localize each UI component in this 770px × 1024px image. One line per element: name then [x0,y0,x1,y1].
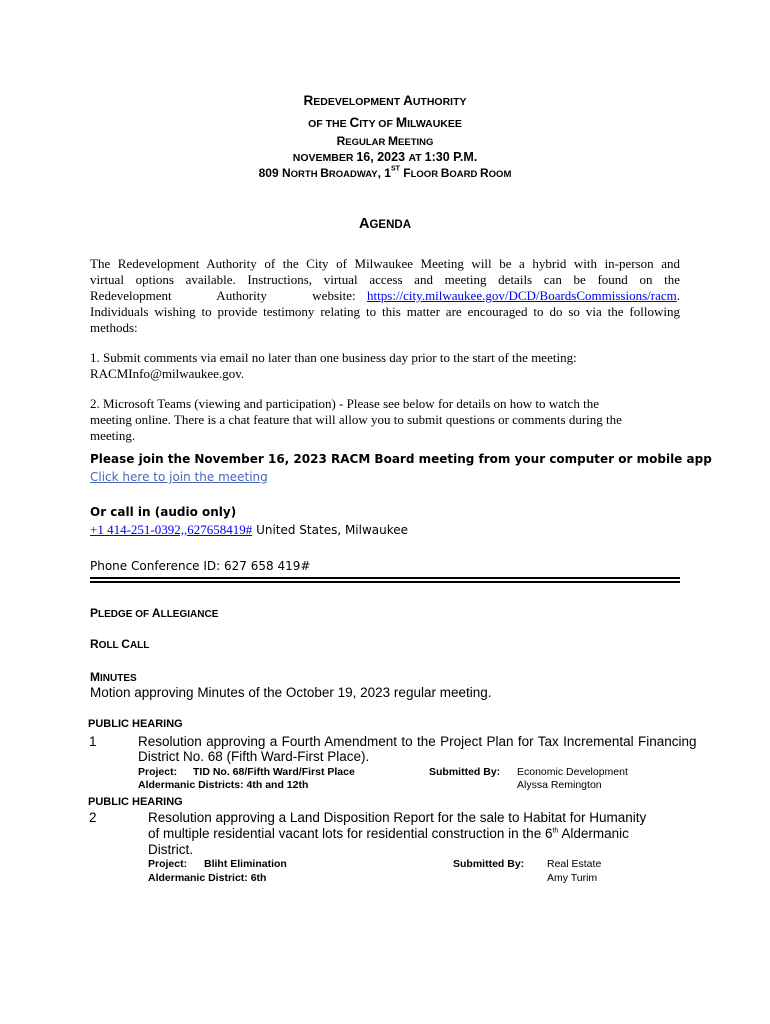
item-1-district: Aldermanic Districts: 4th and 12th [138,779,309,791]
racm-email-address: RACMInfo@milwaukee.gov. [90,366,245,381]
method-teams: 2. Microsoft Teams (viewing and participation) - Please see below for details on how to watch the meeting online. There is a chat feature that will allow you to submit questions or comments during the meeting. [90,396,622,443]
item-1-project-label: Project: [138,766,178,778]
item-1-person: Alyssa Remington [517,779,602,791]
minutes-text: Motion approving Minutes of the October 19, 2023 regular meeting. [90,685,492,700]
racm-website-link[interactable]: https://city.milwaukee.gov/DCD/BoardsCommissions/racm [367,288,677,303]
intro-paragraph: The Redevelopment Authority of the City of Milwaukee Meeting will be a hybrid with in-person and virtual options available. Instructions, virtual access and meeting details can be found on the Redevelopment Authority website: https://city.milwaukee.gov/DCD/BoardsCommissions/racm. Individuals wishing to provide testimony relating to this matter are encouraged to do so via the following methods: [90,256,680,335]
item-number-1: 1 [89,734,97,749]
item-2-department: Real Estate [547,858,602,870]
call-in-heading: Or call in (audio only) [90,505,237,519]
divider-top [90,577,680,579]
header-title-line2: OF THE CITY OF MILWAUKEE [308,115,462,130]
header-meeting-location: 809 NORTH BROADWAY, 1ST FLOOR BOARD ROOM [258,165,512,180]
join-meeting-link-wrap [90,470,268,484]
item-2-submitted-label: Submitted By: [453,858,525,870]
header-title-line1: REDEVELOPMENT AUTHORITY [303,93,467,108]
item-1-department: Economic Development [517,766,628,778]
item-2-title-line2: of multiple residential vacant lots for residential construction in the 6th Aldermanic [148,826,629,841]
item-2-person: Amy Turim [547,872,598,884]
minutes-heading: MINUTES [90,670,137,684]
intro-website-line: Redevelopment Authority website: https://city.milwaukee.gov/DCD/BoardsCommissions/racm. [90,288,680,303]
header-meeting-type: REGULAR MEETING [336,134,434,148]
item-1-project-value: TID No. 68/Fifth Ward/First Place [193,766,355,778]
header-meeting-date: NOVEMBER 16, 2023 AT 1:30 P.M. [292,150,478,164]
conference-id: Phone Conference ID: 627 658 419# [90,559,311,573]
call-in-line: +1 414-251-0392,,627658419# United States, Milwaukee [90,522,409,537]
phone-number-link[interactable]: +1 414-251-0392,,627658419# [90,522,253,537]
public-hearing-label-2: PUBLIC HEARING [88,796,183,808]
public-hearing-label-1: PUBLIC HEARING [88,718,183,730]
item-1-title-line1: Resolution approving a Fourth Amendment to the Project Plan for Tax Incremental Financing [138,734,697,749]
agenda-heading: AGENDA [358,216,411,232]
divider-bottom [90,581,680,583]
join-meeting-link[interactable]: Click here to join the meeting [90,470,268,484]
item-number-2: 2 [89,810,97,825]
item-2-title-line3: District. [148,842,193,857]
item-1-submitted-label: Submitted By: [429,766,501,778]
item-1-title-line2: District No. 68 (Fifth Ward-First Place). [138,749,370,764]
item-2-district: Aldermanic District: 6th [148,872,267,884]
join-meeting-heading: Please join the November 16, 2023 RACM Board meeting from your computer or mobile app [90,452,712,466]
roll-call-heading: ROLL CALL [90,637,150,651]
item-2-title-line1: Resolution approving a Land Disposition Report for the sale to Habitat for Humanity [148,810,647,825]
pledge-heading: PLEDGE OF ALLEGIANCE [90,606,219,620]
item-2-project-label: Project: [148,858,188,870]
item-2-project-value: Bliht Elimination [204,858,287,870]
method-email: 1. Submit comments via email no later than one business day prior to the start of the meeting: RACMInfo@milwaukee.gov. [90,350,680,382]
